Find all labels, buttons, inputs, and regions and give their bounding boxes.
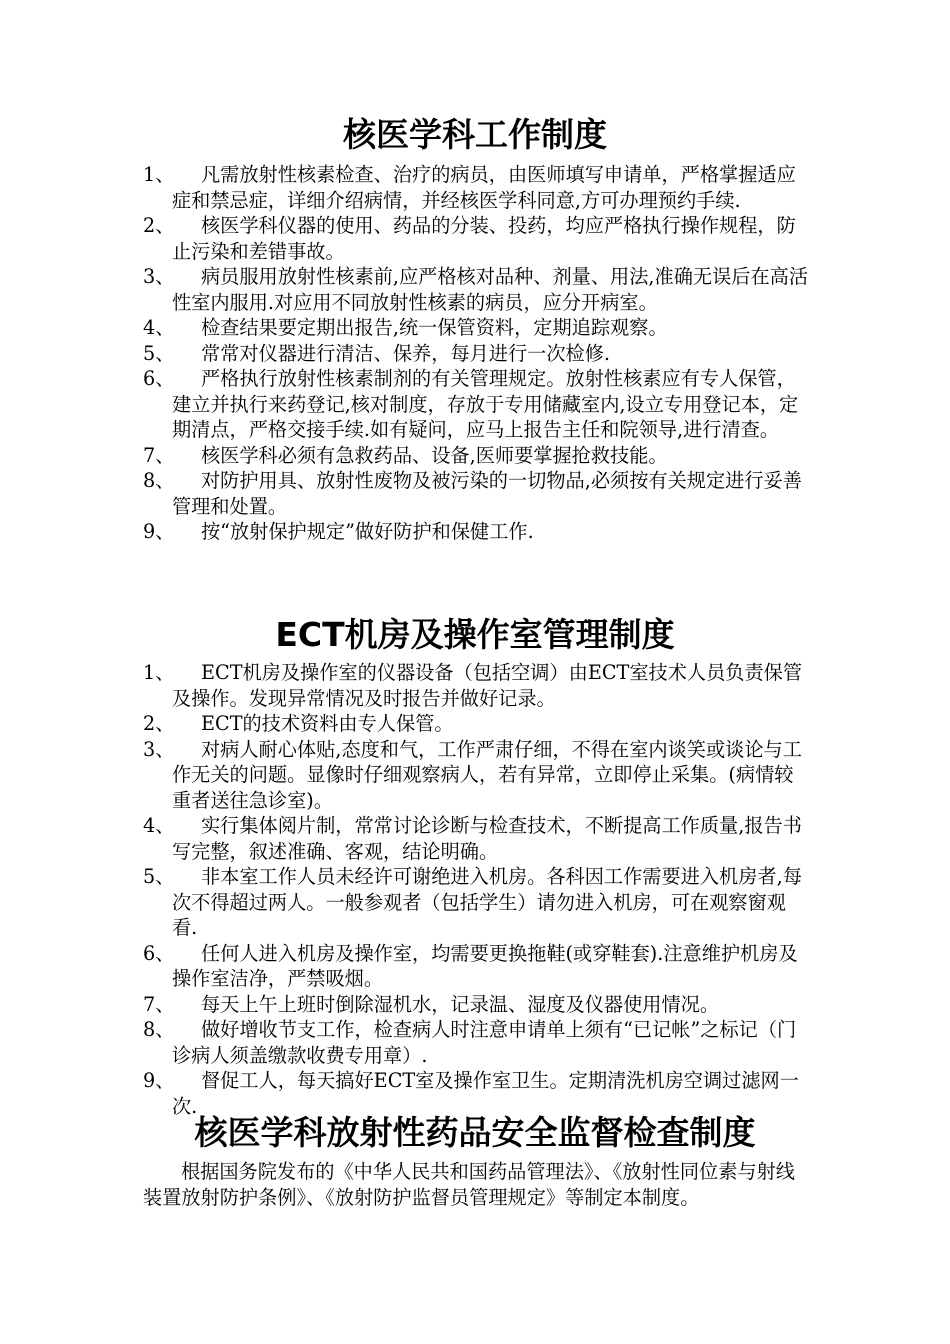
rule-text: ECT的技术资料由专人保管。 <box>201 712 454 735</box>
rule-number: 3、 <box>143 737 175 761</box>
rule-text: 非本室工作人员未经许可谢绝进入机房。各科因工作需要进入机房者,每次不得超过两人。一般参观者（包括学生）请勿进入机房，可在观察窗观看. <box>172 865 802 939</box>
rule-item <box>143 366 808 443</box>
rule-text: 常常对仪器进行清洁、保养，每月进行一次检修. <box>201 341 611 365</box>
rule-item <box>143 737 808 814</box>
rule-text: 核医学科仪器的使用、药品的分装、投药，均应严格执行操作规程，防止污染和差错事故。 <box>172 214 796 263</box>
rule-text: 每天上午上班时倒除湿机水，记录温、湿度及仪器使用情况。 <box>201 992 720 1016</box>
rule-item <box>143 315 808 341</box>
rule-text: ECT机房及操作室的仪器设备（包括空调）由ECT室技术人员负责保管及操作。发现异常情况及时报告并做好记录。 <box>172 661 803 710</box>
rule-item <box>143 213 808 264</box>
rule-text: 核医学科必须有急救药品、设备,医师要掌握抢救技能。 <box>201 443 668 467</box>
rule-text: 实行集体阅片制，常常讨论诊断与检查技术，不断提高工作质量,报告书写完整，叙述准确、客观，结论明确。 <box>172 814 802 863</box>
rule-number: 8、 <box>143 469 175 492</box>
section-title-ect-room-rules: ECT机房及操作室管理制度 <box>275 615 675 654</box>
rule-text: 督促工人，每天搞好ECT室及操作室卫生。定期清洗机房空调过滤网一次. <box>172 1069 799 1118</box>
rule-text: 对病人耐心体贴,态度和气，工作严肃仔细，不得在室内谈笑或谈论与工作无关的问题。显像时仔细观察病人，若有异常，立即停止采集。(病情较重者送往急诊室)。 <box>172 737 802 812</box>
rules-list-nuclear-medicine <box>143 162 808 545</box>
rule-number: 4、 <box>143 814 175 837</box>
rule-text: 对防护用具、放射性废物及被污染的一切物品,必须按有关规定进行妥善管理和处置。 <box>172 469 802 518</box>
rule-item <box>143 162 808 213</box>
rule-text: 检查结果要定期出报告,统一保管资料，定期追踪观察。 <box>201 316 668 339</box>
rule-number: 1、 <box>143 163 175 186</box>
rule-number: 9、 <box>143 520 175 543</box>
rule-number: 2、 <box>143 214 175 237</box>
rule-item <box>143 443 808 469</box>
rule-number: 6、 <box>143 367 175 390</box>
rules-list-ect-room <box>143 660 808 1119</box>
rule-item <box>143 264 808 315</box>
rule-text: 病员服用放射性核素前,应严格核对品种、剂量、用法,准确无误后在高活性室内服用.对应用不同放射性核素的病员，应分开病室。 <box>172 265 809 314</box>
rule-item <box>143 941 808 992</box>
rule-item <box>143 341 808 367</box>
rule-number: 8、 <box>143 1018 175 1041</box>
rule-number: 6、 <box>143 941 175 965</box>
rule-item <box>143 992 808 1018</box>
rule-number: 5、 <box>143 865 175 888</box>
section-title-radiopharmaceutical-safety: 核医学科放射性药品安全监督检查制度 <box>194 1113 756 1152</box>
rule-item <box>143 711 808 737</box>
rule-number: 7、 <box>143 443 175 467</box>
rule-item <box>143 1017 808 1068</box>
rule-number: 9、 <box>143 1069 175 1092</box>
intro-paragraph: 根据国务院发布的《中华人民共和国药品管理法》、《放射性同位素与射线装置放射防护条例》、《放射防护监督员管理规定》等制定本制度。 <box>143 1160 795 1209</box>
rule-item <box>143 1068 808 1119</box>
rule-item <box>143 468 808 519</box>
rule-text: 严格执行放射性核素制剂的有关管理规定。放射性核素应有专人保管，建立并执行来药登记,核对制度，存放于专用储藏室内,设立专用登记本，定期清点，严格交接手续.如有疑问，应马上报告主任和院领导,进行清查。 <box>172 367 799 441</box>
rule-item <box>143 864 808 941</box>
section-title-nuclear-medicine-work-rules: 核医学科工作制度 <box>343 115 607 154</box>
rule-item <box>143 813 808 864</box>
rule-text: 任何人进入机房及操作室，均需要更换拖鞋(或穿鞋套).注意维护机房及操作室洁净，严禁吸烟。 <box>172 941 798 990</box>
rule-number: 7、 <box>143 992 175 1016</box>
rule-item <box>143 660 808 711</box>
rule-item <box>143 519 808 545</box>
rule-number: 2、 <box>143 712 175 735</box>
rule-number: 5、 <box>143 341 175 365</box>
rule-text: 凡需放射性核素检查、治疗的病员，由医师填写申请单，严格掌握适应症和禁忌症，详细介绍病情，并经核医学科同意,方可办理预约手续. <box>172 163 796 212</box>
rule-text: 做好增收节支工作，检查病人时注意申请单上须有“已记帐”之标记（门诊病人须盖缴款收费专用章）. <box>172 1018 797 1067</box>
rule-number: 3、 <box>143 265 175 288</box>
rule-number: 1、 <box>143 661 175 684</box>
rule-number: 4、 <box>143 316 175 339</box>
rule-text: 按“放射保护规定”做好防护和保健工作. <box>201 520 534 543</box>
